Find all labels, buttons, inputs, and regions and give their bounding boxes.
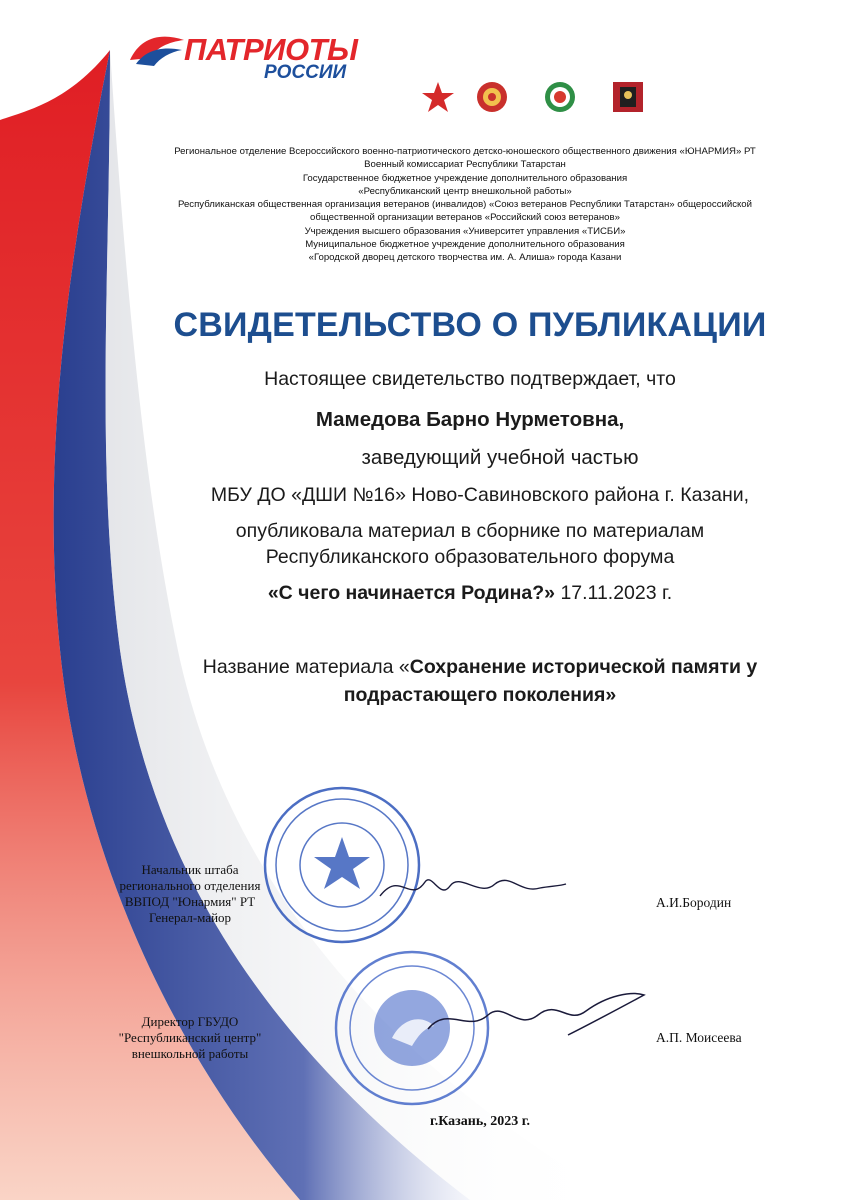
forum-line [160, 582, 780, 605]
organization-line: Военный комиссариат Республики Татарстан [364, 159, 566, 171]
person-name: Мамедова Барно Нурметовна, [315, 408, 625, 431]
forum-name: «С чего начинается Родина?» [267, 582, 556, 604]
organization-line: «Городской дворец детского творчества им. А. Алиша» города Казани [308, 252, 622, 264]
intro-text: Настоящее свидетельство подтверждает, что [264, 368, 676, 390]
signer-1-role-line: регионального отделения [119, 878, 261, 893]
emblems-row [421, 80, 661, 116]
organization-line: Республиканская общественная организация ветеранов (инвалидов) «Союз ветеранов Республики Татарстан» общероссийской [177, 199, 753, 211]
organization-line: Муниципальное бюджетное учреждение дополнительного образования [305, 239, 625, 251]
organization-line: Региональное отделение Всероссийского военно-патриотического детско-юношеского общественного движения «ЮНАРМИЯ» РТ [174, 146, 756, 157]
signer-2-name: А.П. Моисеева [656, 1030, 742, 1045]
material-title-2: подрастающего поколения» [343, 684, 617, 706]
signer-2-role [95, 1014, 285, 1062]
organization-line: общественной организации ветеранов «Российский союз ветеранов» [310, 212, 620, 224]
person-position: заведующий учебной частью [361, 446, 639, 469]
forum-date: 17.11.2023 г. [555, 582, 673, 604]
material-prefix: Название материала « [202, 656, 410, 678]
signer-1-name: А.И.Бородин [656, 895, 732, 910]
flag-wave-icon [128, 30, 188, 70]
organization-line: «Республиканский центр внешкольной работы» [358, 185, 572, 197]
logo-title: ПАТРИОТЫ [184, 32, 358, 67]
star-emblem-icon [421, 80, 455, 114]
material-line [170, 656, 790, 679]
organization-line: Государственное бюджетное учреждение дополнительного образования [302, 172, 628, 184]
material-title-1: Сохранение исторической памяти у [409, 656, 758, 678]
organizations-list [130, 145, 800, 265]
patriots-logo [128, 26, 368, 86]
published-line-1: опубликовала материал в сборнике по материалам [235, 520, 705, 542]
signer-1-role-line: ВВПОД "Юнармия" РТ [124, 894, 256, 909]
signer-1-role [95, 862, 285, 926]
signer-1-role-line: Начальник штаба [141, 862, 239, 877]
signature-borodin-icon [370, 860, 570, 910]
published-line-2: Республиканского образовательного форума [265, 546, 675, 568]
tatarstan-coat-icon [475, 80, 509, 114]
signature-moiseeva-icon [418, 985, 648, 1045]
signer-2-role-line: внешкольной работы [131, 1046, 249, 1061]
place-and-year: г.Казань, 2023 г. [429, 1114, 531, 1129]
institution: МБУ ДО «ДШИ №16» Ново-Савиновского района г. Казани, [210, 484, 750, 506]
tatarstan-flag-emblem-icon [543, 80, 577, 114]
logo-subtitle: РОССИИ [264, 62, 347, 83]
certificate-title: СВИДЕТЕЛЬСТВО О ПУБЛИКАЦИИ [173, 306, 767, 344]
military-commissariat-emblem-icon [611, 80, 645, 114]
signer-2-role-line: "Республиканский центр" [118, 1030, 262, 1045]
signer-1-role-line: Генерал-майор [148, 910, 232, 925]
signer-2-role-line: Директор ГБУДО [141, 1014, 239, 1029]
organization-line: Учреждения высшего образования «Университет управления «ТИСБИ» [304, 225, 626, 237]
